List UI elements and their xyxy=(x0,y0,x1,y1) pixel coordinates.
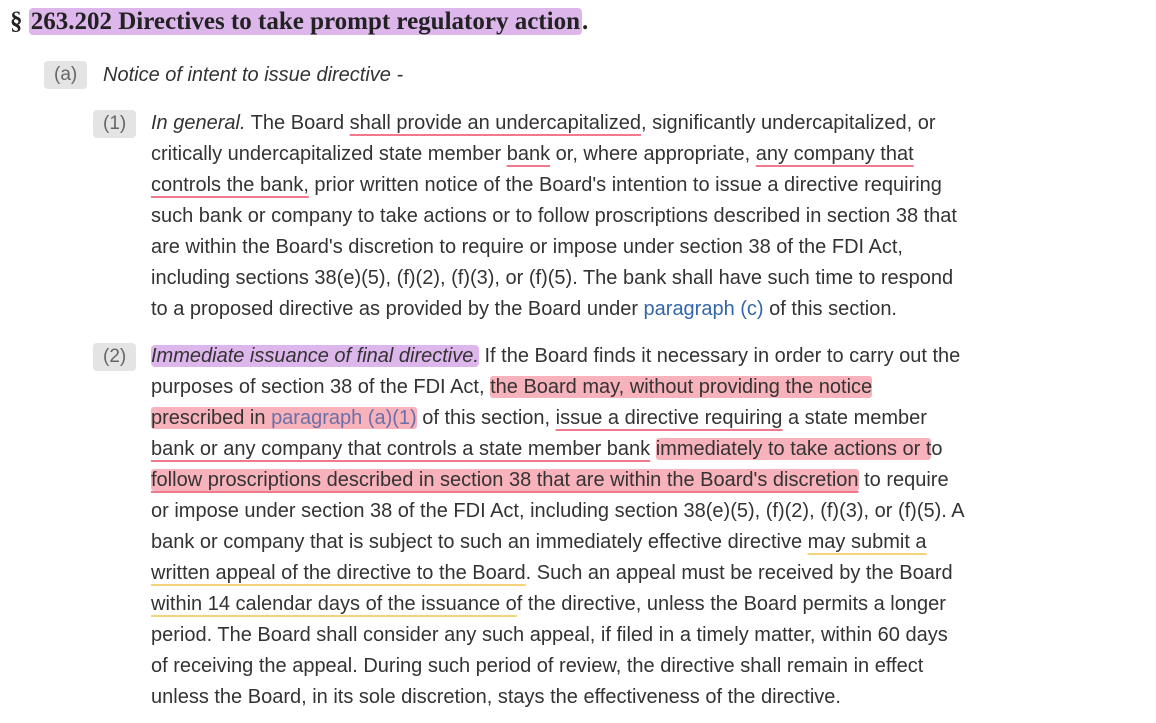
text-line: such bank or company to take actions or to follow proscriptions described in section 38 that xyxy=(151,205,957,227)
text-line xyxy=(151,558,965,589)
highlighted-span: follow proscriptions described in section 38 that are within the Board's discretion xyxy=(151,469,859,491)
underlined-span: bank or any company that controls a state member bank xyxy=(151,438,651,460)
text-line xyxy=(151,434,965,465)
paragraph-2-lead: Immediate issuance of final directive. xyxy=(151,345,479,367)
text-span: to require xyxy=(858,469,949,491)
text-span: . Such an appeal must be received by the Board xyxy=(525,562,953,584)
paragraph-a-title: Notice of intent to issue directive - xyxy=(103,64,404,86)
text-line: or impose under section 38 of the FDI Act, including section 38(e)(5), (f)(2), (f)(3), or (f)(5). A xyxy=(151,500,965,522)
underlined-span: any company that xyxy=(755,143,914,165)
paragraph-c-link[interactable]: paragraph (c) xyxy=(643,298,764,320)
text-line xyxy=(151,403,965,434)
paragraph-2-text xyxy=(151,341,965,713)
underlined-span: controls the bank, xyxy=(151,174,309,196)
section-heading xyxy=(10,6,588,38)
text-span: If the Board finds it necessary in order to carry out the xyxy=(478,345,961,367)
text-line xyxy=(151,108,957,139)
text-line: are within the Board's discretion to require or impose under section 38 of the FDI Act, xyxy=(151,236,903,258)
text-line xyxy=(151,527,965,558)
paragraph-1-text xyxy=(151,108,957,325)
text-span: The Board xyxy=(245,112,350,134)
text-span: of this section. xyxy=(763,298,897,320)
heading-period: . xyxy=(581,8,589,35)
underlined-span: written appeal of the directive to the Board xyxy=(151,562,526,584)
paragraph-a-badge: (a) xyxy=(44,61,87,89)
section-title: 263.202 Directives to take prompt regulatory action xyxy=(30,8,580,35)
section-symbol: § xyxy=(10,8,29,35)
text-line: of receiving the appeal. During such period of review, the directive shall remain in effect xyxy=(151,655,924,677)
text-span: a state member xyxy=(782,407,927,429)
text-span: o xyxy=(931,438,943,460)
underlined-span: within 14 calendar days of the issuance o xyxy=(151,593,517,615)
paragraph-1-badge: (1) xyxy=(93,110,136,138)
text-line xyxy=(151,372,965,403)
paragraph-2-badge: (2) xyxy=(93,343,136,371)
text-span: or, where appropriate, xyxy=(550,143,756,165)
text-line xyxy=(151,170,957,201)
text-span: bank or company that is subject to such an immediately effective directive xyxy=(151,531,808,553)
underlined-span: issue a directive requiring xyxy=(555,407,783,429)
text-span: to a proposed directive as provided by the Board under xyxy=(151,298,644,320)
paragraph-1-lead: In general. xyxy=(151,112,246,134)
text-span: critically undercapitalized state member xyxy=(151,143,507,165)
text-line: unless the Board, in its sole discretion, stays the effectiveness of the directive. xyxy=(151,686,841,708)
highlighted-span: immediately to take actions or t xyxy=(655,438,932,460)
text-span: f the directive, unless the Board permits a longer xyxy=(516,593,946,615)
underlined-span: bank xyxy=(506,143,551,165)
text-line xyxy=(151,294,957,325)
text-span: prior written notice of the Board's intention to issue a directive requiring xyxy=(308,174,942,196)
text-line: period. The Board shall consider any such appeal, if filed in a timely matter, within 60 days xyxy=(151,624,948,646)
text-span: purposes of section 38 of the FDI Act, xyxy=(151,376,491,398)
underlined-span: shall provide an undercapitalized xyxy=(349,112,641,134)
text-line xyxy=(151,465,965,496)
text-span: of this section, xyxy=(416,407,556,429)
paragraph-a1-link[interactable]: paragraph (a)(1) xyxy=(271,407,417,429)
text-line xyxy=(151,139,957,170)
text-span: prescribed in xyxy=(151,407,272,429)
text-line xyxy=(151,341,965,372)
text-line: including sections 38(e)(5), (f)(2), (f)(3), or (f)(5). The bank shall have such time to respond xyxy=(151,267,954,289)
highlighted-span: the Board may, without providing the notice xyxy=(490,376,873,398)
text-span: , significantly undercapitalized, or xyxy=(640,112,936,134)
highlighted-span xyxy=(151,407,417,429)
underlined-span: may submit a xyxy=(807,531,927,553)
text-line xyxy=(151,589,965,620)
text-span xyxy=(650,438,656,460)
